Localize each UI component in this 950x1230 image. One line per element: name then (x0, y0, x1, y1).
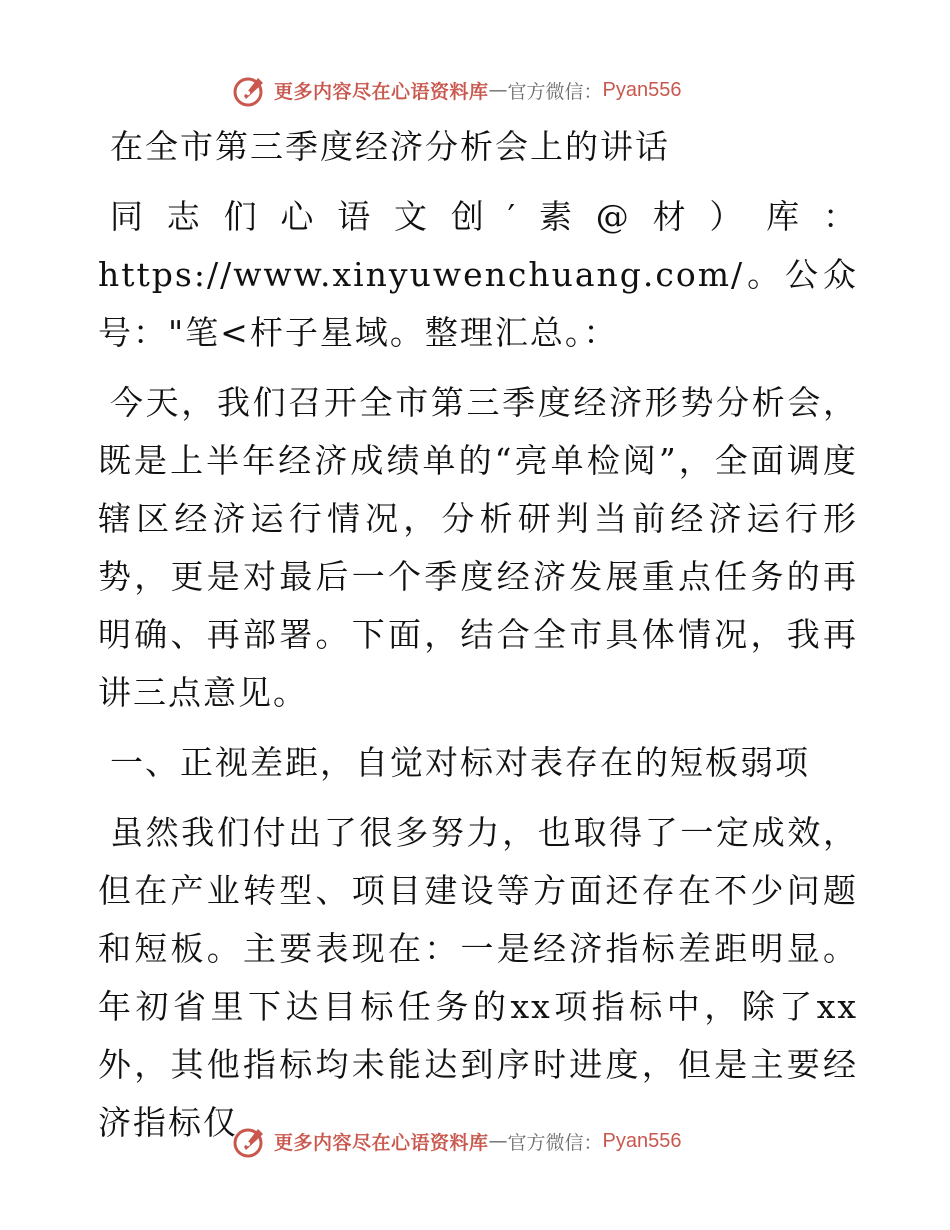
pen-nib-logo-icon (232, 1123, 268, 1159)
footer-watermark (232, 1121, 682, 1161)
paragraph-intro: 今天，我们召开全市第三季度经济形势分析会，既是上半年经济成绩单的“亮单检阅”，全面调度辖区经济运行情况，分析研判当前经济运行形势，更是对最后一个季度经济发展重点任务的再明确、再部署。下面，结合全市具体情况，我再讲三点意见。 (98, 383, 858, 712)
header-watermark (232, 70, 682, 110)
watermark-handle: Pyan556 (602, 78, 682, 101)
watermark-dash: — (488, 1130, 508, 1152)
salutation: 同志们心语文创′素@材）库：https://www.xinyuwenchuang.com/。公众号："笔<杆子星域。整理汇总。： (98, 197, 858, 352)
section-paragraph: 虽然我们付出了很多努力，也取得了一定成效，但在产业转型、项目建设等方面还存在不少问题和短板。主要表现在：一是经济指标差距明显。年初省里下达目标任务的xx项指标中，除了xx外，其他指标均未能达到序时进度，但是主要经济指标仅 (98, 813, 858, 1142)
watermark-handle: Pyan556 (602, 1129, 682, 1152)
watermark-text: 更多内容尽在心语资料库 (274, 80, 489, 103)
watermark-dash: — (488, 79, 508, 101)
watermark-text: 更多内容尽在心语资料库 (274, 1131, 489, 1154)
pen-nib-logo-icon (232, 72, 268, 108)
watermark-account-label: 官方微信： (507, 1131, 603, 1154)
document-body (98, 118, 858, 1164)
watermark-account-label: 官方微信： (507, 80, 603, 103)
section-heading: 一、正视差距，自觉对标对表存在的短板弱项 (110, 743, 810, 782)
document-title: 在全市第三季度经济分析会上的讲话 (110, 127, 670, 166)
